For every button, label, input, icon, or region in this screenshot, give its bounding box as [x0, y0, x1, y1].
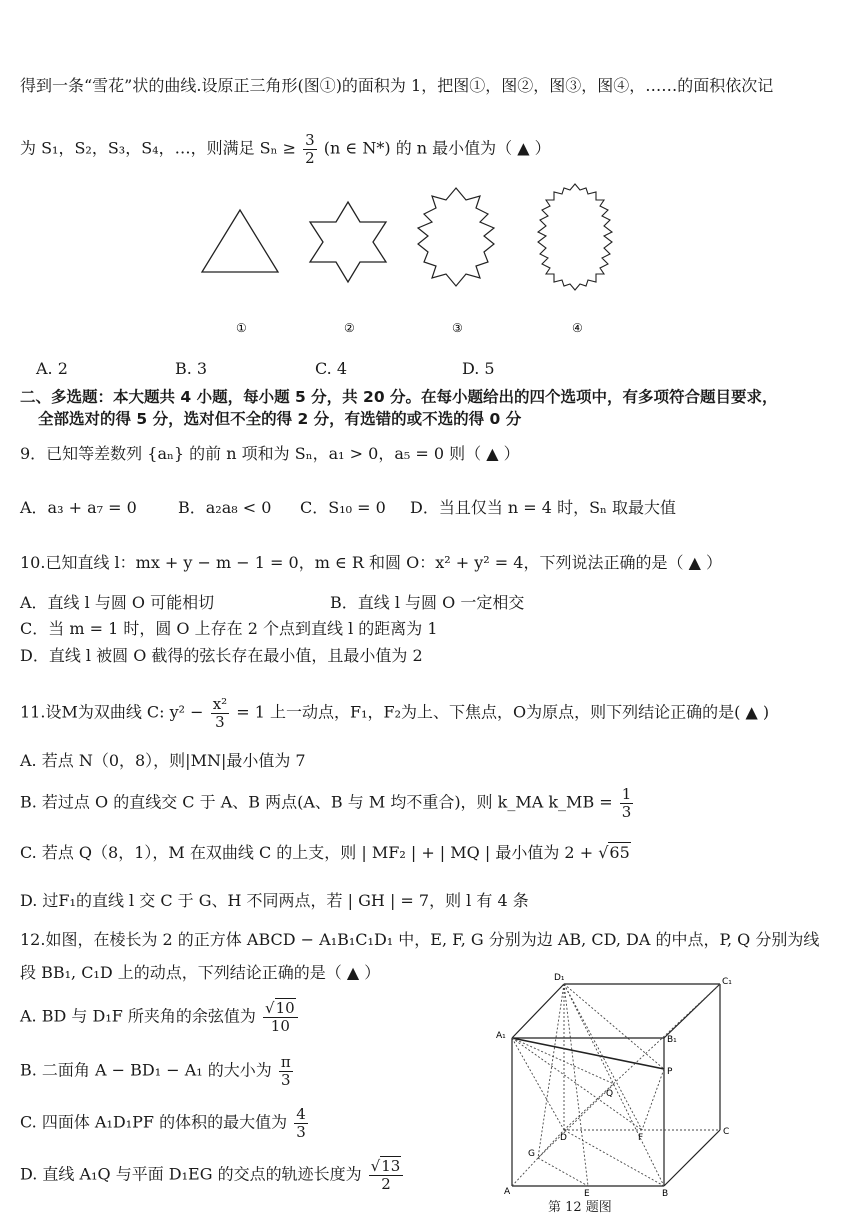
- q12-stem-line-1: 12.如图，在棱长为 2 的正方体 ABCD − A₁B₁C₁D₁ 中，E, F, G 分别为边 AB, CD, DA 的中点，P, Q 分别为线: [20, 930, 820, 949]
- segment-g-e: [538, 1158, 588, 1186]
- label-f: F: [638, 1133, 644, 1143]
- q12-stem-line-2: 段 BB₁, C₁D 上的动点，下列结论正确的是（ ▲ ）: [20, 963, 381, 982]
- q12-option-a: [20, 1000, 300, 1034]
- segment-d1-g: [538, 984, 564, 1158]
- q8-option-b: B. 3: [175, 359, 208, 378]
- snowflake-figure-2: [310, 202, 386, 282]
- q12-option-a-fraction-den: 10: [270, 1016, 290, 1035]
- q11-option-a: A. 若点 N（0，8），则|MN|最小值为 7: [20, 751, 306, 770]
- q12-option-b: [20, 1054, 295, 1088]
- figure-12-caption: 第 12 题图: [548, 1200, 612, 1215]
- label-c: C: [723, 1127, 730, 1137]
- q12-option-c-fraction-den: 3: [296, 1122, 306, 1141]
- snowflake-label-3: ③: [452, 321, 463, 335]
- q11-option-b: [20, 786, 635, 820]
- section-2-heading-line-2: 全部选对的得 5 分，选对但不全的得 2 分，有选错的或不选的得 0 分: [38, 410, 522, 428]
- label-p: P: [667, 1067, 673, 1077]
- q9-option-a: A．a₃ + a₇ = 0: [20, 498, 137, 517]
- q10-option-c: C．当 m = 1 时，圆 O 上存在 2 个点到直线 l 的距离为 1: [20, 619, 438, 638]
- q12-option-c-text: C. 四面体 A₁D₁PF 的体积的最大值为: [20, 1112, 288, 1132]
- snowflake-label-4: ④: [572, 321, 583, 335]
- q11-option-c: C. 若点 Q（8，1），M 在双曲线 C 的上支，则 | MF₂ | + | MQ | 最小值为 2 + √65: [20, 843, 630, 862]
- q8-option-d: D. 5: [462, 359, 495, 378]
- q12-option-a-text: A. BD 与 D₁F 所夹角的余弦值为: [20, 1006, 256, 1026]
- section-2-heading-line-1: 二、多选题：本大题共 4 小题，每小题 5 分，共 20 分。在每小题给出的四个选项中，有多项符合题目要求，: [20, 388, 778, 406]
- q12-option-d-text: D. 直线 A₁Q 与平面 D₁EG 的交点的轨迹长度为: [20, 1164, 362, 1184]
- q12-option-c-fraction-num: 4: [296, 1105, 306, 1123]
- cube-edge-b-c: [664, 1130, 720, 1186]
- q12-option-d-fraction-num: 13: [381, 1157, 401, 1175]
- q11-stem-fraction-num: x²: [212, 695, 228, 713]
- label-b: B: [662, 1189, 669, 1198]
- cube-figure: [492, 968, 772, 1198]
- q11-option-b-fraction: [620, 786, 634, 820]
- q10-option-b: B．直线 l 与圆 O 一定相交: [330, 593, 525, 612]
- intro-line-1: 得到一条“雪花”状的曲线.设原正三角形(图①)的面积为 1，把图①，图②，图③，图④，……的面积依次记: [20, 76, 774, 95]
- label-b1: B₁: [667, 1035, 677, 1045]
- q11-stem-fraction-den: 3: [215, 712, 225, 731]
- segment-b-d: [564, 1130, 664, 1186]
- q12-option-c-fraction: [294, 1106, 308, 1140]
- q11-option-b-fraction-den: 3: [621, 802, 632, 821]
- q12-option-b-fraction-den: 3: [281, 1070, 291, 1089]
- q11-option-b-text: B. 若过点 O 的直线交 C 于 A、B 两点(A、B 与 M 均不重合)，则 k_MA k_MB =: [20, 792, 613, 812]
- q11-stem-post: = 1 上一动点，F₁，F₂为上、下焦点，O为原点，则下列结论正确的是( ▲ ): [236, 702, 770, 722]
- q9-option-b: B．a₂a₈ < 0: [178, 498, 272, 517]
- q10-option-d: D．直线 l 被圆 O 截得的弦长存在最小值，且最小值为 2: [20, 646, 423, 665]
- intro-fraction: [303, 132, 317, 166]
- segment-g-q: [538, 1084, 614, 1158]
- segment-a1-q: [512, 1038, 614, 1084]
- q9-stem: 9．已知等差数列 {aₙ} 的前 n 项和为 Sₙ，a₁ > 0，a₅ = 0 则（ ▲ ）: [20, 444, 520, 463]
- intro-fraction-den: 2: [305, 148, 315, 167]
- q12-option-d: [20, 1158, 405, 1192]
- cube-edge-a1-d1: [512, 984, 564, 1038]
- q12-option-b-fraction: [279, 1054, 293, 1088]
- segment-d1-e: [564, 984, 588, 1186]
- q12-option-d-fraction-den: 2: [381, 1174, 391, 1193]
- intro-line-2-post: (n ∈ N*) 的 n 最小值为（ ▲ ）: [323, 138, 551, 158]
- segment-c1-d: [564, 984, 720, 1130]
- label-c1: C₁: [722, 977, 732, 987]
- label-g: G: [528, 1149, 535, 1159]
- segment-d1-p: [564, 984, 664, 1069]
- koch-snowflake-figures: [0, 180, 867, 410]
- snowflake-figure-3: [418, 188, 494, 286]
- q10-option-a: A．直线 l 与圆 O 可能相切: [20, 593, 215, 612]
- snowflake-figure-1: [202, 210, 278, 272]
- q9-option-d: D．当且仅当 n = 4 时，Sₙ 取最大值: [410, 498, 677, 517]
- q12-option-d-fraction: $\frac{√13}{2}$: [369, 1158, 404, 1192]
- q11-option-d: D. 过F₁的直线 l 交 C 于 G、H 不同两点，若 | GH | = 7，则 l 有 4 条: [20, 891, 529, 910]
- label-d: D: [560, 1133, 567, 1143]
- snowflake-label-1: ①: [236, 321, 247, 335]
- label-d1: D₁: [554, 973, 565, 983]
- q10-stem: 10.已知直线 l：mx + y − m − 1 = 0，m ∈ R 和圆 O：x² + y² = 4，下列说法正确的是（ ▲ ）: [20, 553, 722, 572]
- q12-option-a-fraction-num: 10: [275, 999, 295, 1017]
- q12-option-b-fraction-num: π: [280, 1053, 291, 1071]
- label-q: Q: [606, 1089, 614, 1099]
- q12-option-a-fraction: $\frac{√10}{10}$: [263, 1000, 298, 1034]
- intro-fraction-num: 3: [305, 131, 315, 149]
- intro-line-2: [20, 132, 551, 166]
- q11-option-c-text: C. 若点 Q（8，1），M 在双曲线 C 的上支，则 | MF₂ | + | MQ | 最小值为 2 +: [20, 843, 594, 862]
- intro-line-2-pre: 为 S₁，S₂，S₃，S₄，…，则满足 Sₙ ≥: [20, 138, 297, 158]
- label-a: A: [504, 1187, 511, 1197]
- q8-option-c: C. 4: [315, 359, 348, 378]
- segment-a1-p: [512, 1038, 664, 1069]
- snowflake-label-2: ②: [344, 321, 355, 335]
- segment-p-f: [642, 1069, 664, 1130]
- label-e: E: [584, 1189, 590, 1198]
- segment-a1-d: [512, 1038, 564, 1130]
- q12-option-b-text: B. 二面角 A − BD₁ − A₁ 的大小为: [20, 1060, 272, 1080]
- q11-stem-fraction: [211, 696, 229, 730]
- q8-option-a: A. 2: [36, 359, 68, 378]
- q11-stem: [20, 696, 769, 730]
- q11-stem-pre: 11.设M为双曲线 C: y² −: [20, 702, 204, 722]
- snowflake-figure-4: [538, 184, 612, 290]
- q11-option-c-sqrt: 65: [609, 843, 630, 862]
- label-a1: A₁: [496, 1031, 506, 1041]
- cube-edge-b1-c1: [664, 984, 720, 1038]
- q9-option-c: C．S₁₀ = 0: [300, 498, 386, 517]
- q11-option-b-fraction-num: 1: [621, 785, 632, 803]
- q12-option-c: [20, 1106, 310, 1140]
